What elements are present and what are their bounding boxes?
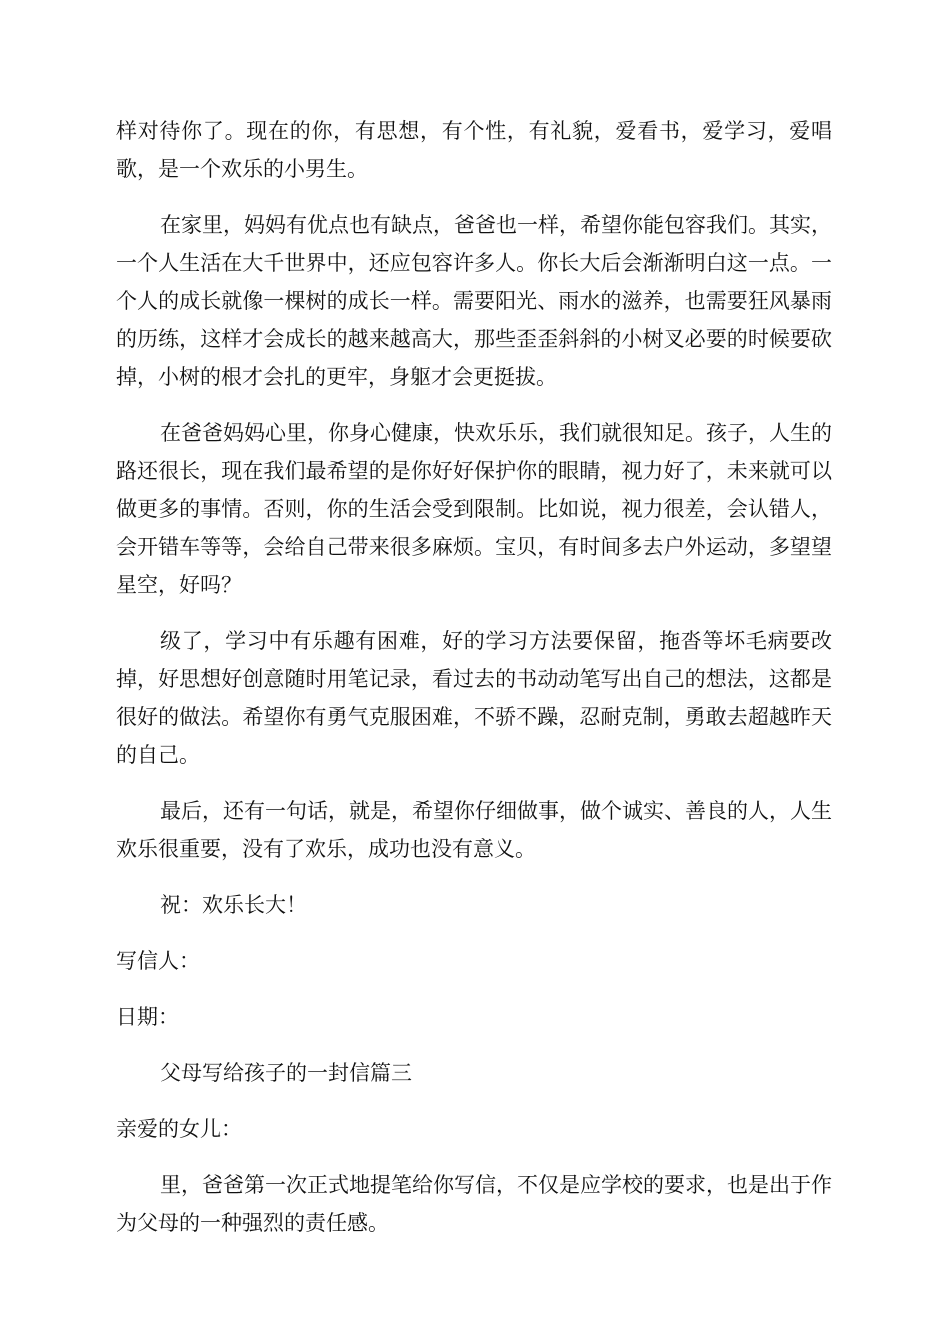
closing-wish: 祝：欢乐长大！	[160, 893, 307, 917]
writer-line: 写信人：	[116, 949, 200, 973]
paragraph-5: 最后，还有一句话，就是，希望你仔细做事，做个诚实、善良的人，人生欢乐很重要，没有了欢乐，成功也没有意义。	[116, 799, 832, 861]
paragraph-2: 在家里，妈妈有优点也有缺点，爸爸也一样，希望你能包容我们。其实，一个人生活在大千世界中，还应包容许多人。你长大后会渐渐明白这一点。一个人的成长就像一棵树的成长一样。需要阳光、雨水的滋养，也需要狂风暴雨的历练，这样才会成长的越来越高大，那些歪歪斜斜的小树叉必要的时候要砍掉，小树的根才会扎的更牢，身躯才会更挺拔。	[116, 213, 832, 389]
paragraph-final: 里，爸爸第一次正式地提笔给你写信，不仅是应学校的要求，也是出于作为父母的一种强烈的责任感。	[116, 1173, 832, 1235]
paragraph-3: 在爸爸妈妈心里，你身心健康，快欢乐乐，我们就很知足。孩子，人生的路还很长，现在我们最希望的是你好好保护你的眼睛，视力好了，未来就可以做更多的事情。否则，你的生活会受到限制。比如说，视力很差，会认错人，会开错车等等，会给自己带来很多麻烦。宝贝，有时间多去户外运动，多望望星空，好吗？	[116, 421, 832, 597]
document-page	[116, 112, 832, 1242]
paragraph-4: 级了，学习中有乐趣有困难，好的学习方法要保留，拖沓等坏毛病要改掉，好思想好创意随时用笔记录，看过去的书动动笔写出自己的想法，这都是很好的做法。希望你有勇气克服困难，不骄不躁，忍耐克制，勇敢去超越昨天的自己。	[116, 629, 832, 767]
salutation: 亲爱的女儿：	[116, 1117, 242, 1141]
section-title: 父母写给孩子的一封信篇三	[160, 1061, 412, 1085]
date-line: 日期：	[116, 1005, 179, 1029]
paragraph-1: 样对待你了。现在的你，有思想，有个性，有礼貌，爱看书，爱学习，爱唱歌，是一个欢乐的小男生。	[116, 119, 832, 181]
